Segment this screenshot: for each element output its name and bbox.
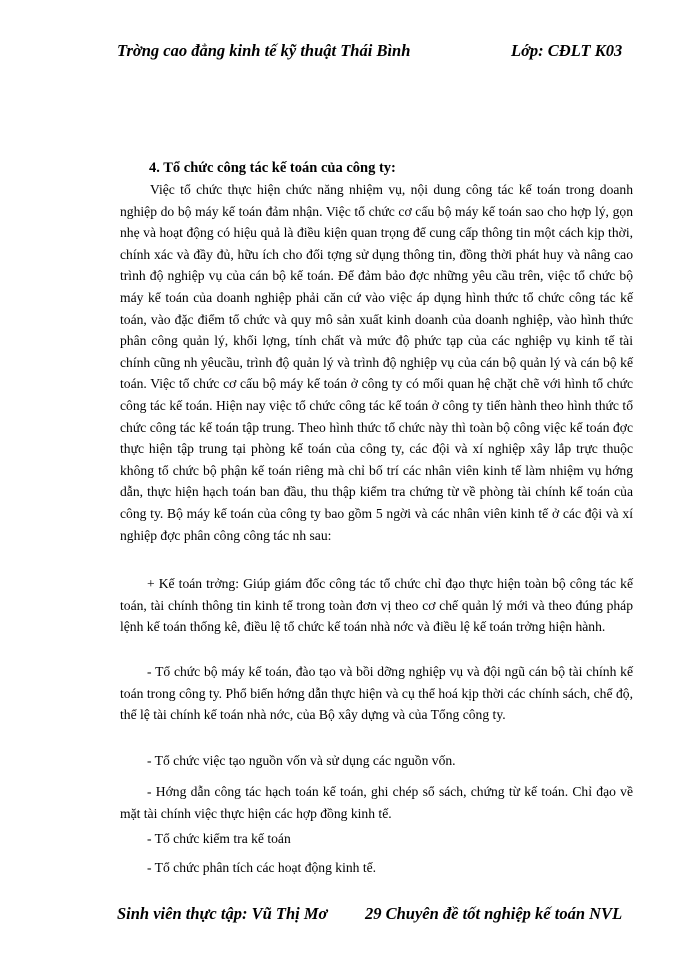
list-item	[120, 573, 633, 638]
header-class: Lớp: CĐLT K03	[511, 41, 623, 60]
list-item	[120, 781, 633, 824]
footer-student: Sinh viên thực tập: Vũ Thị Mơ	[117, 904, 328, 923]
list-item	[120, 750, 633, 772]
paragraph-text: Việc tổ chức thực hiện chức năng nhiệm vụ, nội dung công tác kế toán trong doanh nghiệp do bộ máy kế toán đảm nhận. Việc tổ chức cơ cấu bộ máy kế toán sao cho hợp lý, gọn nhẹ và hoạt động có hiệu quả là điều kiện quan trọng để cung cấp thông tin một cách kịp thời, chính xác và đầy đủ, hữu ích cho đối tợng sử dụng thông tin, đồng thời phát huy và nâng cao trình độ nghiệp vụ của cán bộ kế toán. Để đảm bảo đợc những yêu cầu trên, việc tổ chức bộ máy kế toán của doanh nghiệp phải căn cứ vào việc áp dụng hình thức tổ chức công tác kế toán, vào đặc điểm tổ chức và quy mô sản xuất kinh doanh của doanh nghiệp, vào hình thức phân công quản lý, khối lợng, tính chất và mức độ phức tạp của các nghiệp vụ kinh tế tài chính cũng nh yêucầu, trình độ quản lý và trình độ nghiệp vụ của cán bộ quản lý và cán bộ kế toán. Việc tổ chức cơ cấu bộ máy kế toán ở công ty có mối quan hệ chặt chẽ với hình tổ chức công tác kế toán. Hiện nay việc tổ chức công tác kế toán ở công ty tiến hành theo hình thức tổ chức công tác kế toán tập trung. Theo hình thức tổ chức này thì toàn bộ công việc kế toán đợc thực hiện tập trung tại phòng kế toán của công ty, các đội và xí nghiệp xây lắp trực thuộc không tổ chức bộ phận kế toán riêng mà chỉ bố trí các nhân viên kinh tế làm nhiệm vụ hớng dẫn, thực hiện hạch toán ban đầu, thu thập kiểm tra chứng từ về phòng tài chính kế toán của công ty. Bộ máy kế toán của công ty bao gồm 5 ngời và các nhân viên kinh tế ở các đội và xí nghiệp đợc phân công công tác nh sau:	[120, 182, 633, 543]
item-capital: - Tổ chức việc tạo nguồn vốn và sử dụng các nguồn vốn.	[147, 753, 456, 768]
list-item	[120, 828, 633, 850]
item-chief-accountant: + Kế toán trởng: Giúp giám đốc công tác tổ chức chỉ đạo thực hiện toàn bộ công tác kế toán, tài chính thông tin kinh tế trong toàn đơn vị theo cơ chế quản lý mới và theo đúng pháp lệnh kế toán thống kê, điều lệ tổ chức kế toán nhà nớc và điều lệ kế toán trởng hiện hành.	[120, 576, 633, 635]
footer-page-topic: 29 Chuyên đề tốt nghiệp kế toán NVL	[365, 904, 623, 923]
body-paragraph	[120, 179, 633, 546]
item-audit: - Tổ chức kiểm tra kế toán	[147, 831, 291, 846]
item-organize-staff: - Tổ chức bộ máy kế toán, đào tạo và bồi dỡng nghiệp vụ và đội ngũ cán bộ tài chính kế toán trong công ty. Phổ biến hớng dẫn thực hiện và cụ thể hoá kịp thời các chính sách, chế độ, thể lệ tài chính kế toán nhà nớc, của Bộ xây dựng và của Tổng công ty.	[120, 664, 633, 723]
section-heading: 4. Tổ chức công tác kế toán của công ty:	[149, 160, 396, 176]
item-guidance: - Hớng dẫn công tác hạch toán kế toán, ghi chép sổ sách, chứng từ kế toán. Chỉ đạo về mặt tài chính việc thực hiện các hợp đồng kinh tế.	[120, 784, 633, 821]
header-school: Trờng cao đẳng kinh tế kỹ thuật Thái Bình	[117, 41, 411, 60]
item-analysis: - Tổ chức phân tích các hoạt động kinh tế.	[147, 860, 377, 875]
list-item	[120, 661, 633, 726]
list-item	[120, 857, 633, 879]
